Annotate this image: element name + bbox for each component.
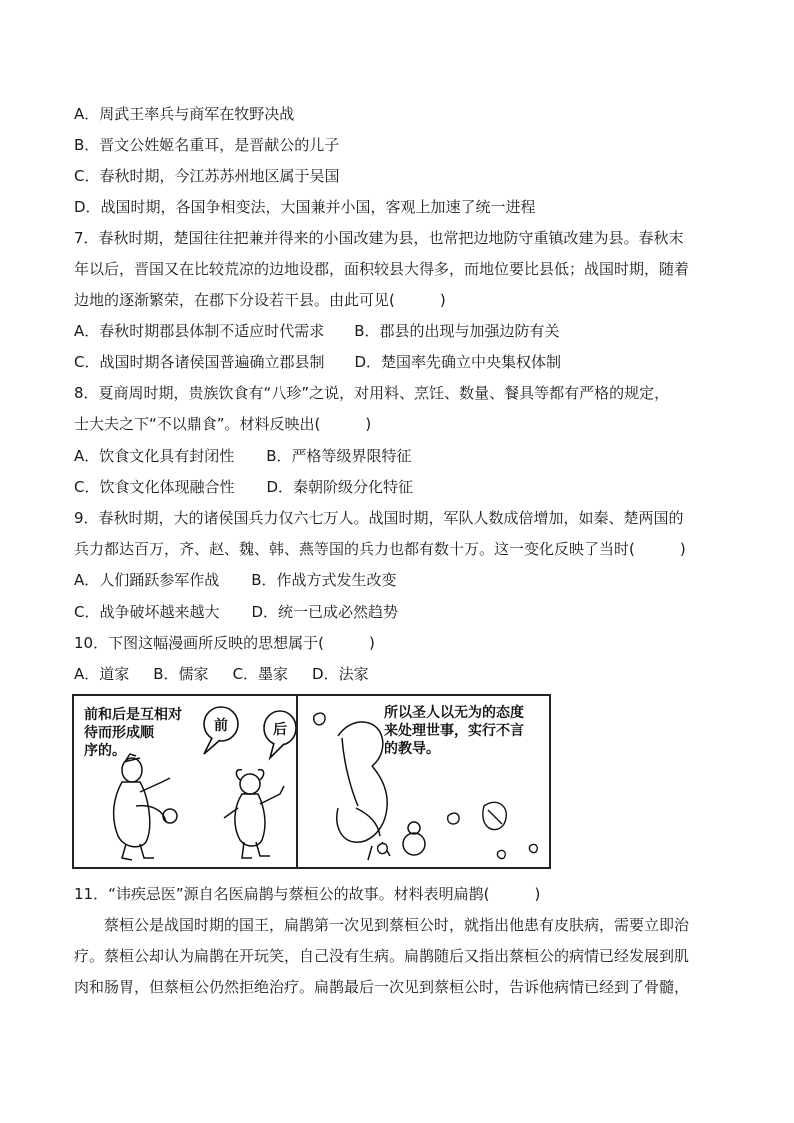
- q8-option-b[interactable]: B．严格等级界限特征: [266, 447, 412, 465]
- speech-bubble-back: [264, 711, 296, 758]
- comic-figures-sketch: [74, 696, 296, 867]
- q9-option-c[interactable]: C．战争破坏越来越大: [74, 603, 220, 621]
- q9-options-row-1: [74, 570, 724, 590]
- q7-option-d[interactable]: D．楚国率先确立中央集权体制: [354, 353, 562, 371]
- comic-left-caption: 前和后是互相对 待而形成顺 序的。: [84, 707, 182, 759]
- q8-stem-line-1: 8．夏商周时期，贵族饮食有“八珍”之说，对用料、烹饪、数量、餐具等都有严格的规定，: [74, 384, 670, 402]
- bubble-back-text: 后: [273, 722, 287, 738]
- q7-stem-line-2: 年以后，晋国又在比较荒凉的边地设郡，面积较县大得多，而地位要比县低；战国时期，随着: [74, 260, 690, 278]
- q7-option-a[interactable]: A．春秋时期郡县体制不适应时代需求: [74, 322, 325, 340]
- q8-option-c[interactable]: C．饮食文化体现融合性: [74, 478, 235, 496]
- q10-option-d[interactable]: D．法家: [312, 665, 369, 683]
- figure-front-sketch: [114, 754, 177, 860]
- comic-right-caption: 所以圣人以无为的态度 来处理世事，实行不言 的教导。: [384, 705, 524, 757]
- figure-back-sketch: [224, 770, 284, 858]
- q11-stem: 11．“讳疾忌医”源自名医扁鹊与蔡桓公的故事。材料表明扁鹊( ): [74, 885, 541, 903]
- q9-option-d[interactable]: D．统一已成必然趋势: [251, 603, 399, 621]
- prev-option-a: A．周武王率兵与商军在牧野决战: [74, 105, 295, 123]
- comic-panel-right: [298, 696, 549, 867]
- q8-options-row-1: [74, 446, 724, 466]
- q10-options-row: [74, 664, 724, 684]
- q8-option-d[interactable]: D．秦朝阶级分化特征: [266, 478, 414, 496]
- q11-passage-line-1: 蔡桓公是战国时期的国王，扁鹊第一次见到蔡桓公时，就指出他患有皮肤病，需要立即治: [104, 916, 690, 934]
- q7-option-b[interactable]: B．郡县的出现与加强边防有关: [354, 322, 560, 340]
- q7-option-c[interactable]: C．战国时期各诸侯国普遍确立郡县制: [74, 353, 325, 371]
- q9-option-a[interactable]: A．人们踊跃参军作战: [74, 571, 220, 589]
- q9-option-b[interactable]: B．作战方式发生改变: [251, 571, 397, 589]
- q9-options-row-2: [74, 602, 724, 622]
- q7-stem-line-1: 7．春秋时期，楚国往往把兼并得来的小国改建为县，也常把边地防守重镇改建为县。春秋末: [74, 229, 684, 247]
- q10-option-a[interactable]: A．道家: [74, 665, 130, 683]
- q10-option-c[interactable]: C．墨家: [232, 665, 289, 683]
- speech-bubble-front: [204, 707, 238, 754]
- gourd-sketch: [403, 822, 425, 855]
- q7-options-row-2: [74, 352, 724, 372]
- q10-option-b[interactable]: B．儒家: [153, 665, 209, 683]
- falling-leaves-sketch: [314, 713, 538, 858]
- q11-passage-line-2: 疗。蔡桓公却认为扁鹊在开玩笑，自己没有生病。扁鹊随后又指出蔡桓公的病情已经发展到肌: [74, 947, 690, 965]
- q7-stem-line-3: 边地的逐渐繁荣，在郡下分设若干县。由此可见( ): [74, 291, 446, 309]
- prev-option-b: B．晋文公姓姬名重耳，是晋献公的儿子: [74, 136, 340, 154]
- q8-option-a[interactable]: A．饮食文化具有封闭性: [74, 447, 235, 465]
- prev-option-c: C．春秋时期，今江苏苏州地区属于吴国: [74, 167, 340, 185]
- q11-passage-line-3: 肉和肠胃，但蔡桓公仍然拒绝治疗。扁鹊最后一次见到蔡桓公时，告诉他病情已经到了骨髓，: [74, 978, 690, 996]
- q8-stem-line-2: 士大夫之下“不以鼎食”。材料反映出( ): [74, 415, 372, 433]
- q10-comic: [72, 694, 551, 869]
- q8-options-row-2: [74, 477, 724, 497]
- sage-figure-sketch: [337, 722, 390, 860]
- q10-stem: 10．下图这幅漫画所反映的思想属于( ): [74, 634, 375, 652]
- prev-option-d: D．战国时期，各国争相变法，大国兼并小国，客观上加速了统一进程: [74, 198, 536, 216]
- q9-stem-line-2: 兵力都达百万，齐、赵、魏、韩、燕等国的兵力也都有数十万。这一变化反映了当时( ): [74, 540, 686, 558]
- q9-stem-line-1: 9．春秋时期，大的诸侯国兵力仅六七万人。战国时期，军队人数成倍增加，如秦、楚两国的: [74, 509, 684, 527]
- comic-sage-sketch: [298, 696, 549, 867]
- bubble-front-text: 前: [214, 718, 228, 734]
- comic-panel-left: [74, 696, 298, 867]
- q7-options-row-1: [74, 321, 724, 341]
